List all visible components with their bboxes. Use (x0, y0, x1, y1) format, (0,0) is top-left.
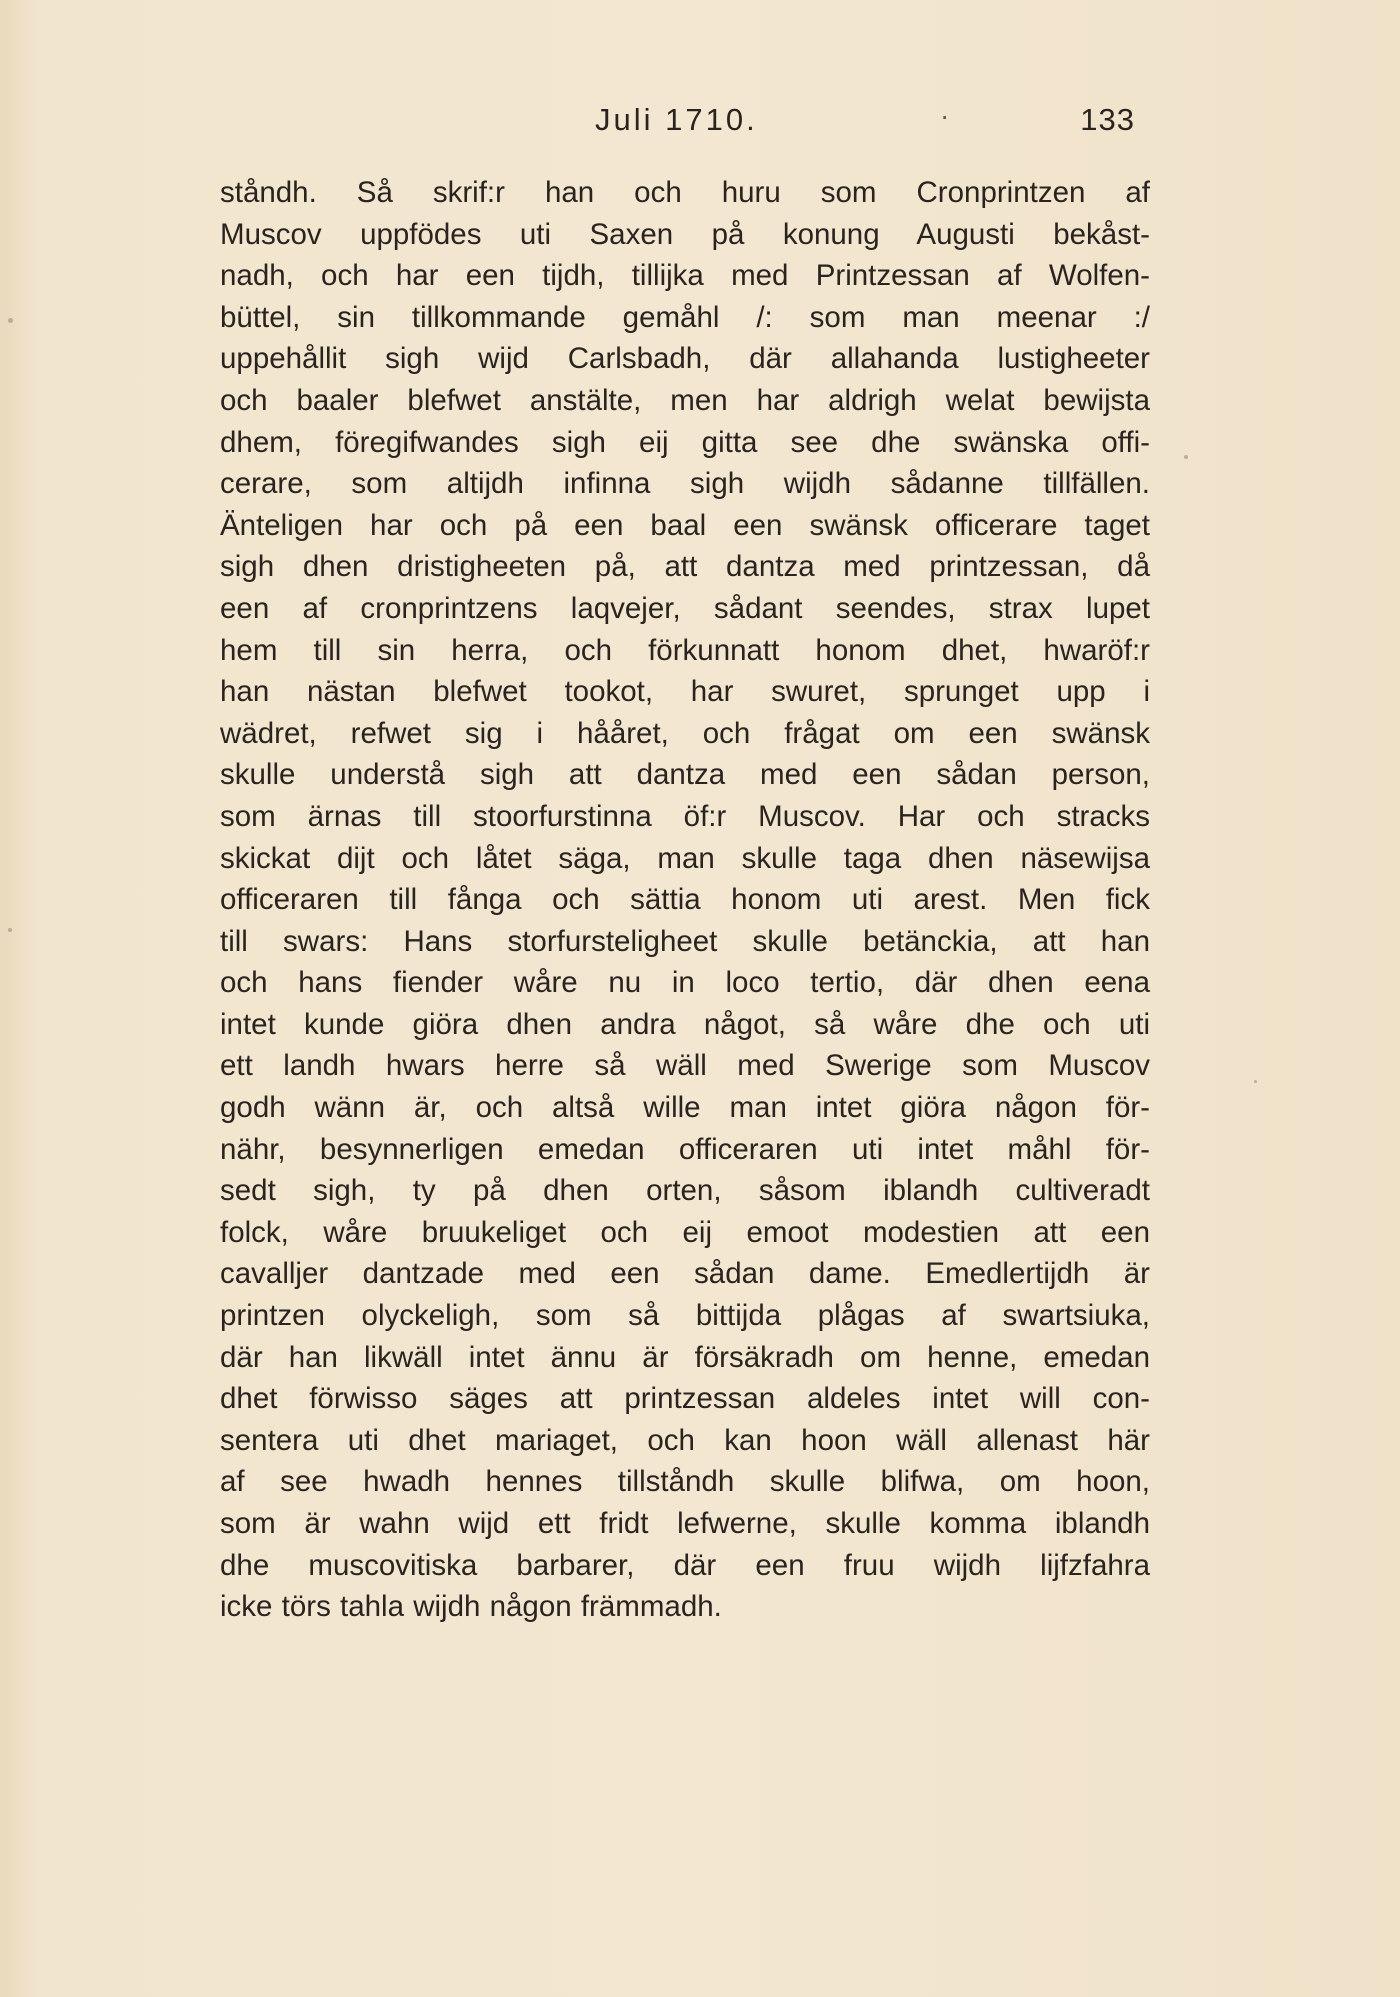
text-line: nähr, besynnerligen emedan officeraren uti intet måhl för- (220, 1132, 1150, 1166)
text-line: nadh, och har een tijdh, tillijka med Printzessan af Wolfen- (220, 259, 1150, 293)
text-line: uppehållit sigh wijd Carlsbadh, där allahanda lustigheeter (220, 342, 1150, 376)
text-line: godh wänn är, och altså wille man intet giöra någon för- (220, 1091, 1150, 1125)
text-line: een af cronprintzens laqvejer, sådant seendes, strax lupet (220, 591, 1150, 625)
text-line: intet kunde giöra dhen andra något, så wåre dhe och uti (220, 1007, 1150, 1041)
text-line: folck, wåre bruukeliget och eij emoot modestien att een (220, 1215, 1150, 1249)
page-number: 133 (1080, 102, 1135, 137)
text-line: cavalljer dantzade med een sådan dame. Emedlertijdh är (220, 1257, 1150, 1291)
paper-speck (1254, 1080, 1257, 1083)
text-line: hem till sin herra, och förkunnatt honom dhet, hwaröf:r (220, 633, 1150, 667)
running-head (220, 100, 1135, 150)
running-head-dot: · (940, 100, 950, 131)
text-line: af see hwadh hennes tillståndh skulle blifwa, om hoon, (220, 1465, 1150, 1499)
running-head-title: Juli 1710. (595, 102, 758, 137)
text-line: wädret, refwet sig i hååret, och frågat om een swänsk (220, 716, 1150, 750)
text-line: han nästan blefwet tookot, har swuret, sprunget upp i (220, 675, 1150, 709)
paper-speck (8, 928, 12, 932)
text-line: dhe muscovitiska barbarer, där een fruu wijdh lijfzfahra (220, 1548, 1150, 1582)
text-line: som ärnas till stoorfurstinna öf:r Muscov. Har och stracks (220, 799, 1150, 833)
text-line: dhem, föregifwandes sigh eij gitta see dhe swänska offi- (220, 425, 1150, 459)
text-line: cerare, som altijdh infinna sigh wijdh sådanne tillfällen. (220, 467, 1150, 501)
text-line-last: icke törs tahla wijdh någon främmadh. (220, 1590, 722, 1624)
text-line: sedt sigh, ty på dhen orten, såsom iblandh cultiveradt (220, 1174, 1150, 1208)
text-line: skickat dijt och låtet säga, man skulle taga dhen näsewijsa (220, 841, 1150, 875)
text-line: Änteligen har och på een baal een swänsk officerare taget (220, 508, 1150, 542)
text-line: büttel, sin tillkommande gemåhl /: som man meenar :/ (220, 300, 1150, 334)
text-line: ståndh. Så skrif:r han och huru som Cronprintzen af (220, 176, 1150, 209)
text-line: där han likwäll intet ännu är försäkradh om henne, emedan (220, 1340, 1150, 1374)
text-line: skulle understå sigh att dantza med een sådan person, (220, 758, 1150, 792)
text-line: och baaler blefwet anstälte, men har aldrigh welat bewijsta (220, 383, 1150, 417)
text-line: printzen olyckeligh, som så bittijda plågas af swartsiuka, (220, 1299, 1150, 1333)
paper-speck (1184, 455, 1188, 459)
text-line: officeraren till fånga och sättia honom uti arest. Men fick (220, 883, 1150, 917)
text-line: som är wahn wijd ett fridt lefwerne, skulle komma iblandh (220, 1507, 1150, 1540)
text-line: och hans fiender wåre nu in loco tertio, där dhen eena (220, 966, 1150, 1000)
text-line: sigh dhen dristigheeten på, att dantza med printzessan, då (220, 550, 1150, 584)
text-line: sentera uti dhet mariaget, och kan hoon wäll allenast här (220, 1423, 1150, 1457)
body-text (220, 172, 1150, 1628)
text-line: dhet förwisso säges att printzessan aldeles intet will con- (220, 1382, 1150, 1416)
text-line: till swars: Hans storfursteligheet skulle betänckia, att han (220, 924, 1150, 958)
text-line: Muscov uppfödes uti Saxen på konung Augusti bekåst- (220, 217, 1150, 251)
paper-speck (8, 318, 13, 323)
text-line: ett landh hwars herre så wäll med Swerige som Muscov (220, 1049, 1150, 1083)
